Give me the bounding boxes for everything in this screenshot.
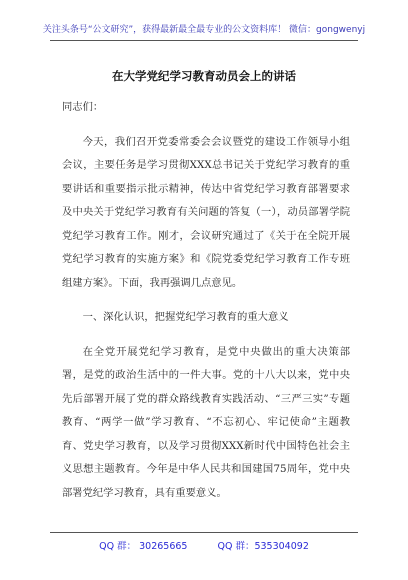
header-divider — [50, 40, 358, 41]
document-body — [62, 96, 350, 505]
footer-qq-group-1: QQ 群： 30265665 — [99, 541, 188, 552]
footer-divider — [50, 532, 358, 533]
paragraph-intro: 今天，我们召开党委常委会会议暨党的建设工作领导小组会议，主要任务是学习贯彻XXX总书记关于党纪学习教育的重要讲话和重要指示批示精神，传达中省党纪学习教育部署要求及中央关于党纪学习教育有关问题的答复（一），动员部署学院党纪学习教育工作。刚才，会议研究通过了《关于在全院开展党纪学习教育的实施方案》和《院党委党纪学习教育工作专班组建方案》。下面，我再强调几点意见。 — [62, 135, 350, 289]
paragraph-significance: 在全党开展党纪学习教育，是党中央做出的重大决策部署，是党的政治生活中的一件大事。党的十八大以来，党中央先后部署开展了党的群众路线教育实践活动、“三严三实”专题教育、“两学一做”学习教育、“不忘初心、牢记使命”主题教育、党史学习教育，以及学习贯彻XXX新时代中国特色社会主义思想主题教育。今年是中华人民共和国建国75周年，党中央部署党纪学习教育，具有重要意义。 — [62, 345, 350, 499]
salutation: 同志们： — [62, 101, 104, 113]
footer-qq-group-2: QQ 群：535304092 — [217, 541, 309, 552]
document-title: 在大学党纪学习教育动员会上的讲话 — [112, 69, 296, 83]
page-footer — [0, 538, 408, 552]
section-heading: 一、深化认识，把握党纪学习教育的重大意义 — [82, 311, 289, 323]
page-header-banner: 关注头条号“公文研究”，获得最新最全最专业的公文资料库！ 微信：gongwenyj — [42, 25, 366, 35]
